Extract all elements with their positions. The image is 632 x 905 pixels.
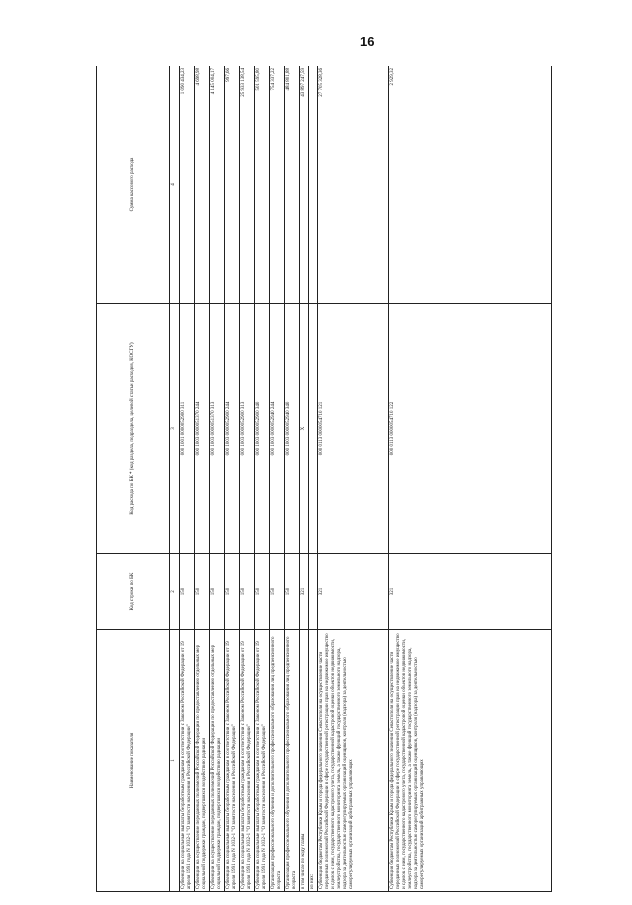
table-row (270, 66, 285, 892)
table-row (195, 66, 210, 892)
rotated-table-wrapper (96, 66, 564, 892)
table-row (285, 66, 300, 892)
row-amount: 4 145 004,17 (210, 66, 225, 304)
row-budget-code: 000 1003 0000051370 244 (195, 304, 210, 554)
column-number: 2 (170, 554, 180, 630)
row-code: 321 (318, 554, 389, 630)
header-budget-code: Код расхода по БК * (код раздела, подраздела, целевой статьи расходов, КОСГУ) (97, 304, 170, 554)
row-amount: 27 705 328,36 (318, 66, 389, 304)
page-number: 16 (360, 34, 375, 49)
table-row (255, 66, 270, 892)
row-code: 321 (389, 554, 552, 630)
row-amount: 484 801,88 (285, 66, 300, 304)
row-budget-code: X (300, 304, 309, 554)
row-name: Организация профессионального обучения и дополнительного профессионального образования лиц предпенсионного возраста (270, 630, 285, 892)
table-row (225, 66, 240, 892)
row-budget-code: 000 1003 0000051370 313 (210, 304, 225, 554)
row-amount: 43 897 247,59 (300, 66, 309, 304)
row-code: 150 (180, 554, 195, 630)
header-amount: Сумма кассового расхода (97, 66, 170, 304)
row-budget-code: 000 1001 0000052900 311 (180, 304, 195, 554)
row-name: из них: (309, 630, 318, 892)
header-code-line: Код строки по БК (97, 554, 170, 630)
expenses-table (96, 66, 552, 892)
row-code: 150 (255, 554, 270, 630)
column-number: 3 (170, 304, 180, 554)
row-name: в том числе по коду главы (300, 630, 309, 892)
column-number: 1 (170, 630, 180, 892)
table-header-row (97, 66, 170, 892)
row-amount: 25 933 138,54 (240, 66, 255, 304)
row-code: 150 (240, 554, 255, 630)
row-code: 150 (195, 554, 210, 630)
table-row (240, 66, 255, 892)
row-name: Организация профессионального обучения и дополнительного профессионального образования лиц предпенсионного возраста (285, 630, 300, 892)
table-row (300, 66, 309, 892)
row-budget-code: 000 1003 0000052900 340 (255, 304, 270, 554)
row-code: 150 (210, 554, 225, 630)
row-amount: 754 337,22 (270, 66, 285, 304)
table-row (318, 66, 389, 892)
row-amount (309, 66, 318, 304)
header-name: Наименование показателя (97, 630, 170, 892)
row-code: 150 (225, 554, 240, 630)
table-row (309, 66, 318, 892)
row-budget-code: 000 1003 0000052940 244 (270, 304, 285, 554)
row-code (309, 554, 318, 630)
table-row (180, 66, 195, 892)
row-budget-code: 000 0113 0000054710 122 (389, 304, 552, 554)
row-amount: 501 595,80 (255, 66, 270, 304)
row-name: Субвенции на осуществление переданных полномочий Российской Федерации по предоставлению отдельных мер социальной поддержки граждан, подвергшихся воздействию радиации (195, 630, 210, 892)
row-amount: 4 698,98 (195, 66, 210, 304)
row-amount: 1 090 434,23 (180, 66, 195, 304)
row-amount: 997,66 (225, 66, 240, 304)
row-amount: 2 929,32 (389, 66, 552, 304)
row-budget-code (309, 304, 318, 554)
row-budget-code: 000 1003 0000052900 313 (240, 304, 255, 554)
row-code: 150 (270, 554, 285, 630)
row-code: 321 (300, 554, 309, 630)
row-name: Субвенции на осуществление переданных полномочий Российской Федерации по предоставлению отдельных мер социальной поддержки граждан, подвергшихся воздействию радиации (210, 630, 225, 892)
row-name: Субвенции на социальные выплаты безработным гражданам в соответствии с Законом Российской Федерации от 19 апреля 1991 года N 1032-1 "О занятости населения в Российской Федерации" (225, 630, 240, 892)
column-number: 4 (170, 66, 180, 304)
table-row (389, 66, 552, 892)
row-budget-code: 000 0113 0000054710 121 (318, 304, 389, 554)
row-name: Субвенция бюджетам Республики Крым и города федерального значения Севастополя на осуществление части переданных полномочий Российской Федерации в сфере государственной регистрации прав на недвижимое имущество и сделок с ним, государственного кадастрового учета, государственной кадастровой оценки объектов недвижимости, землеустройства, государственного мониторинга земель, а также функций государственного земельного надзора, надзора за деятельностью саморегулируемых организаций оценщиков, контроля (надзора) за деятельностью саморегулируемых организаций арбитражных управляющих (389, 630, 552, 892)
row-budget-code: 000 1003 0000052900 244 (225, 304, 240, 554)
row-name: Субвенции на социальные выплаты безработным гражданам в соответствии с Законом Российской Федерации от 19 апреля 1991 года N 1032-1 "О занятости населения в Российской Федерации" (240, 630, 255, 892)
row-name: Субвенция бюджетам Республики Крым и города федерального значения Севастополя на осуществление части переданных полномочий Российской Федерации в сфере государственной регистрации прав на недвижимое имущество и сделок с ним, государственного кадастрового учета, государственной кадастровой оценки объектов недвижимости, землеустройства, государственного мониторинга земель, а также функций государственного земельного надзора, надзора за деятельностью саморегулируемых организаций оценщиков, контроля (надзора) за деятельностью саморегулируемых организаций арбитражных управляющих (318, 630, 389, 892)
table-row (210, 66, 225, 892)
column-number-row (170, 66, 180, 892)
rotated-table-content (96, 66, 564, 892)
row-name: Субвенции на социальные выплаты безработным гражданам в соответствии с Законом Российской Федерации от 19 апреля 1991 года N 1032-1 "О занятости населения в Российской Федерации" (180, 630, 195, 892)
row-budget-code: 000 1003 0000052940 340 (285, 304, 300, 554)
row-name: Субвенции на социальные выплаты безработным гражданам в соответствии с Законом Российской Федерации от 19 апреля 1991 года N 1032-1 "О занятости населения в Российской Федерации" (255, 630, 270, 892)
row-code: 150 (285, 554, 300, 630)
